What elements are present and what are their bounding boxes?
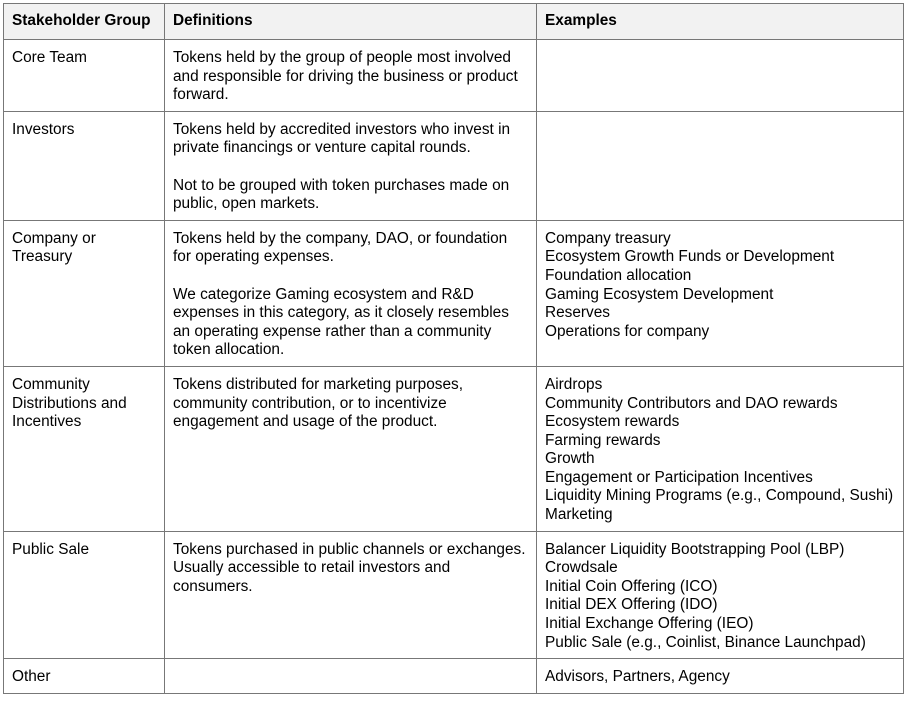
cell-stakeholder-group: Company or Treasury (4, 220, 165, 366)
table-body (4, 40, 904, 694)
header-definitions: Definitions (165, 4, 537, 40)
definition-paragraph: We categorize Gaming ecosystem and R&D expenses in this category, as it closely resembles an operating expense rather than a community token allocation. (173, 285, 509, 359)
example-item: Growth (545, 450, 595, 468)
example-item: Ecosystem Growth Funds or Development (545, 248, 835, 266)
cell-examples (537, 531, 904, 659)
example-item: Initial Coin Offering (ICO) (545, 577, 718, 595)
definition-paragraph: Tokens held by accredited investors who invest in private financings or venture capital rounds. (173, 120, 511, 157)
example-item: Reserves (545, 304, 611, 322)
definition-paragraph: Tokens distributed for marketing purposes, community contribution, or to incentivize engagement and usage of the product. (173, 375, 464, 431)
cell-examples (537, 366, 904, 531)
table-header (4, 4, 904, 40)
cell-definitions (165, 220, 537, 366)
example-item: Ecosystem rewards (545, 413, 680, 431)
example-item: Liquidity Mining Programs (e.g., Compound, Sushi) (545, 487, 894, 505)
header-row (4, 4, 904, 40)
header-examples: Examples (537, 4, 904, 40)
example-item: Operations for company (545, 322, 710, 340)
cell-definitions (165, 531, 537, 659)
table-row (4, 366, 904, 531)
example-item: Gaming Ecosystem Development (545, 285, 774, 303)
example-item: Marketing (545, 506, 613, 524)
definition-paragraph: Tokens held by the company, DAO, or foundation for operating expenses. (173, 229, 508, 266)
example-item: Community Contributors and DAO rewards (545, 394, 838, 412)
cell-stakeholder-group: Community Distributions and Incentives (4, 366, 165, 531)
definition-paragraph: Not to be grouped with token purchases made on public, open markets. (173, 176, 510, 213)
cell-definitions (165, 366, 537, 531)
example-item: Initial Exchange Offering (IEO) (545, 615, 754, 633)
example-item: Public Sale (e.g., Coinlist, Binance Launchpad) (545, 633, 866, 651)
example-item: Farming rewards (545, 431, 661, 449)
cell-examples (537, 659, 904, 694)
cell-definitions (165, 111, 537, 220)
header-stakeholder-group: Stakeholder Group (4, 4, 165, 40)
example-item: Company treasury (545, 229, 671, 247)
cell-examples (537, 111, 904, 220)
table-row (4, 659, 904, 694)
definition-paragraph: Tokens held by the group of people most involved and responsible for driving the business or product forward. (173, 49, 518, 104)
example-item: Foundation allocation (545, 266, 692, 284)
table-row (4, 111, 904, 220)
definition-paragraph: Tokens purchased in public channels or exchanges. Usually accessible to retail investors and consumers. (173, 540, 526, 595)
example-item: Initial DEX Offering (IDO) (545, 596, 718, 614)
cell-examples (537, 40, 904, 112)
table-row (4, 220, 904, 366)
table-row (4, 40, 904, 112)
example-item: Airdrops (545, 375, 603, 393)
cell-stakeholder-group: Investors (4, 111, 165, 220)
example-item: Balancer Liquidity Bootstrapping Pool (LBP) (545, 540, 845, 558)
cell-stakeholder-group: Core Team (4, 40, 165, 112)
cell-definitions (165, 40, 537, 112)
cell-examples (537, 220, 904, 366)
example-item: Engagement or Participation Incentives (545, 468, 813, 486)
example-item: Crowdsale (545, 559, 618, 577)
stakeholder-table (3, 3, 904, 694)
table-row (4, 531, 904, 659)
example-item: Advisors, Partners, Agency (545, 668, 730, 686)
cell-stakeholder-group: Other (4, 659, 165, 694)
cell-definitions (165, 659, 537, 694)
cell-stakeholder-group: Public Sale (4, 531, 165, 659)
